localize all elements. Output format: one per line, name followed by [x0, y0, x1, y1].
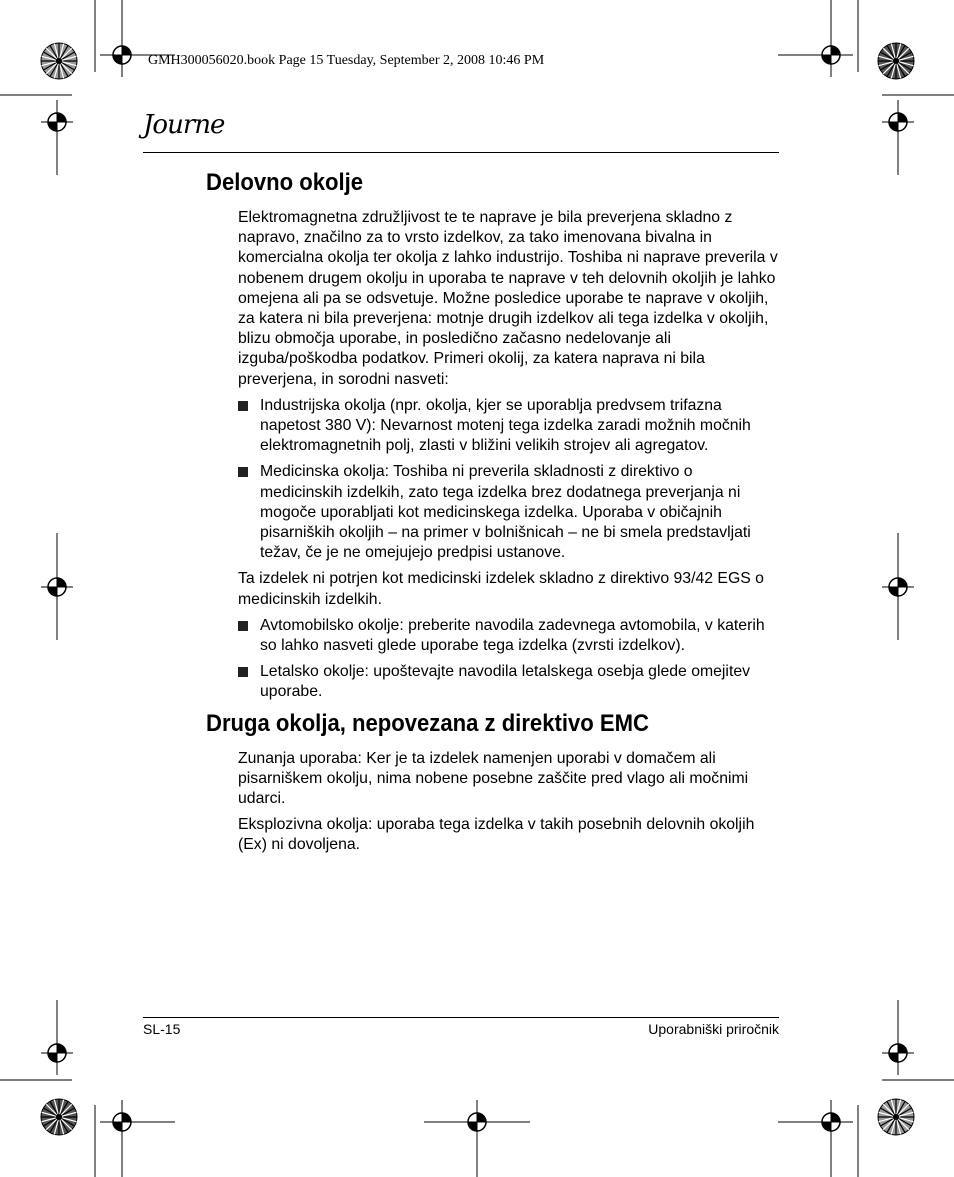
crosshair-quadrant	[898, 578, 907, 587]
crosshair-quadrant	[468, 1122, 477, 1131]
crosshair-quadrant	[831, 1113, 840, 1122]
square-bullet-icon	[238, 401, 248, 411]
crosshair-quadrant	[831, 46, 840, 55]
square-bullet-icon	[238, 621, 248, 631]
list-item-industrial	[238, 396, 778, 457]
crosshair-quadrant	[898, 1044, 907, 1053]
intro-paragraph: Elektromagnetna združljivost te te naprave je bila preverjena skladno z napravo, značilno za to vrsto izdelkov, za tako imenovana bivalna in komercialna okolja ter okolja z lahko industrijo. Toshiba ni naprave preverila v nobenem drugem okolju in uporaba te naprave v teh delovnih okoljih je lahko omejena ali pa se odsvetuje. Možne posledice uporabe te naprave v okoljih, za katera ni bila preverjena: motnje drugih izdelkov ali tega izdelka v okoljih, blizu območja uporabe, in posledično začasno nedelovanje ali izguba/poškodba podatkov. Primeri okolij, za katera naprava ni bila preverjena, in sorodni nasveti:	[238, 209, 778, 388]
crosshair-quadrant	[477, 1113, 486, 1122]
list-item-text: Medicinska okolja: Toshiba ni preverila skladnosti z direktivo o medicinskih izdelkih, zato tega izdelka brez dodatnega preverjanja ni mogoče uporabljati kot medicinskega izdelka. Uporaba v običajnih pisarniških okoljih – na primer v bolnišnicah – ne bi smela predstavljati težav, če je ne omejujejo predpisi ustanove.	[260, 463, 751, 562]
list-item-text: Letalsko okolje: upoštevajte navodila letalskega osebja glede omejitev uporabe.	[260, 663, 751, 701]
crosshair-quadrant	[889, 587, 898, 596]
crosshair-quadrant	[898, 113, 907, 122]
page-content	[206, 168, 781, 862]
crosshair-quadrant	[889, 122, 898, 131]
starburst-center	[56, 58, 62, 64]
list-item-text: Industrijska okolja (npr. okolja, kjer se uporablja predvsem trifazna napetost 380 V): Nevarnost motenj tega izdelka zaradi možnih močnih elektromagnetnih polj, zlasti v bližini velikih strojev ali agregatov.	[260, 396, 751, 455]
list-item-medical	[238, 462, 778, 563]
page-number: SL-15	[143, 1021, 181, 1037]
medical-directive-paragraph: Ta izdelek ni potrjen kot medicinski izdelek skladno z direktivo 93/42 EGS o medicinskih izdelkih.	[238, 570, 764, 608]
explosive-environment-paragraph: Eksplozivna okolja: uporaba tega izdelka v takih posebnih delovnih okoljih (Ex) ni dovoljena.	[238, 816, 755, 854]
starburst-center	[56, 1114, 62, 1120]
list-item-text: Avtomobilsko okolje: preberite navodila zadevnega avtomobila, v katerih so lahko nasveti glede uporabe tega izdelka (zvrsti izdelkov).	[260, 616, 765, 655]
header-rule	[143, 152, 779, 153]
crosshair-quadrant	[48, 587, 57, 596]
crosshair-quadrant	[48, 1053, 57, 1062]
section-title-work-environment: Delovno okolje	[206, 169, 364, 196]
crosshair-quadrant	[57, 1044, 66, 1053]
section-title-other-environments: Druga okolja, nepovezana z direktivo EMC	[206, 709, 649, 737]
crosshair-quadrant	[822, 1122, 831, 1131]
crosshair-quadrant	[113, 1122, 122, 1131]
crosshair-quadrant	[889, 1053, 898, 1062]
journe-logo: Journe	[143, 110, 225, 140]
footer-manual-title: Uporabniški priročnik	[648, 1021, 779, 1037]
list-item-aviation	[238, 662, 778, 702]
starburst-center	[893, 58, 899, 64]
crosshair-quadrant	[57, 113, 66, 122]
list-item-automotive	[238, 616, 778, 656]
starburst-center	[893, 1114, 899, 1120]
crosshair-quadrant	[122, 46, 131, 55]
crosshair-quadrant	[48, 122, 57, 131]
outdoor-use-paragraph: Zunanja uporaba: Ker je ta izdelek namenjen uporabi v domačem ali pisarniškem okolju, nima nobene posebne zaščite pred vlago ali močnimi udarci.	[238, 749, 749, 808]
crosshair-quadrant	[57, 578, 66, 587]
square-bullet-icon	[238, 467, 248, 477]
section-body-work-environment	[238, 208, 778, 703]
square-bullet-icon	[238, 667, 248, 677]
print-slug: GMH300056020.book Page 15 Tuesday, September 2, 2008 10:46 PM	[148, 53, 545, 68]
section-body-other-environments	[238, 749, 778, 856]
crosshair-quadrant	[113, 55, 122, 64]
crosshair-quadrant	[122, 1113, 131, 1122]
crosshair-quadrant	[822, 55, 831, 64]
footer-rule	[143, 1017, 779, 1018]
